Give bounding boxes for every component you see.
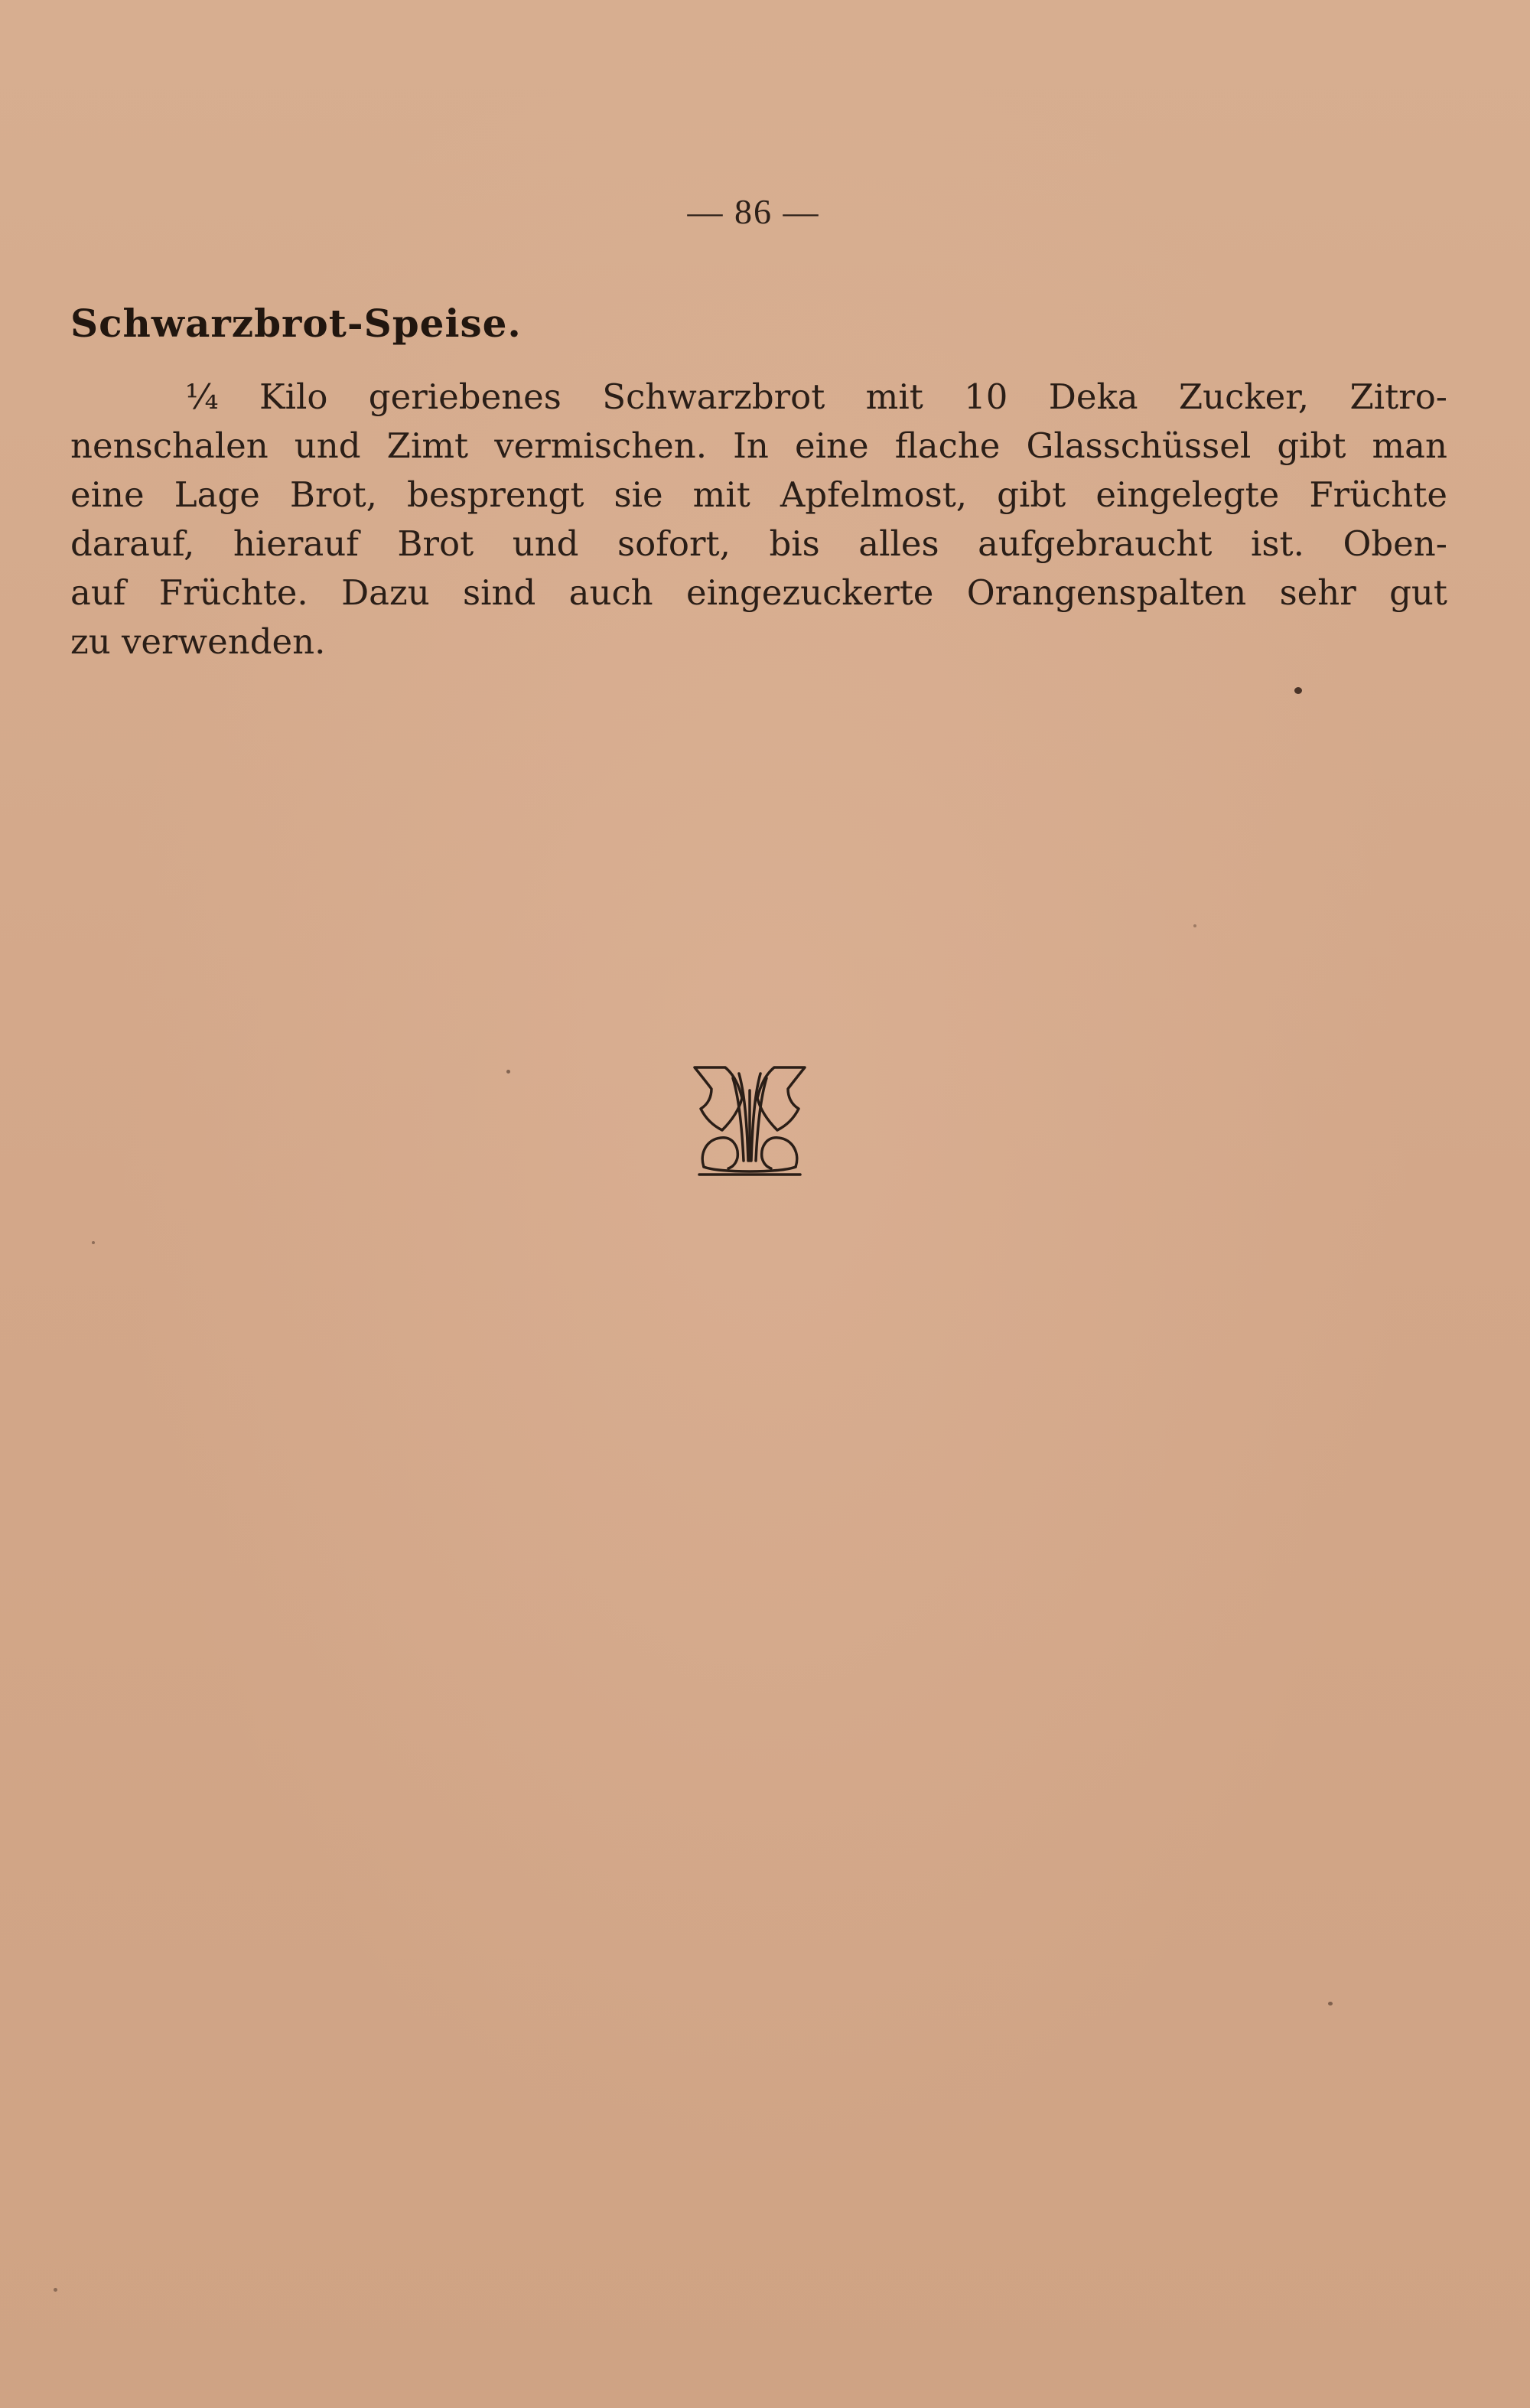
recipe-title: Schwarzbrot-Speise. [70,301,522,346]
paper-speck [54,2288,57,2292]
paper-speck [1294,687,1302,694]
art-nouveau-ornament-icon [688,1060,811,1182]
recipe-line: zu verwenden. [70,621,326,662]
recipe-line: nenschalen und Zimt vermischen. In eine flache Glasschüssel gibt man [70,425,1447,466]
paper-speck [1328,2002,1333,2006]
recipe-line: ¼ Kilo geriebenes Schwarzbrot mit 10 Deka Zucker, Zitro- [185,376,1447,417]
recipe-body [70,373,1447,666]
recipe-line: eine Lage Brot, besprengt sie mit Apfelmost, gibt eingelegte Früchte [70,474,1447,515]
recipe-line: auf Früchte. Dazu sind auch eingezuckerte Orangenspalten sehr gut [70,572,1447,613]
paper-speck [92,1241,95,1244]
paper-speck [506,1070,510,1074]
recipe-line: darauf, hierauf Brot und sofort, bis alles aufgebraucht ist. Oben- [70,523,1447,564]
paper-speck [1193,924,1196,927]
page-number: — 86 — [687,192,820,231]
